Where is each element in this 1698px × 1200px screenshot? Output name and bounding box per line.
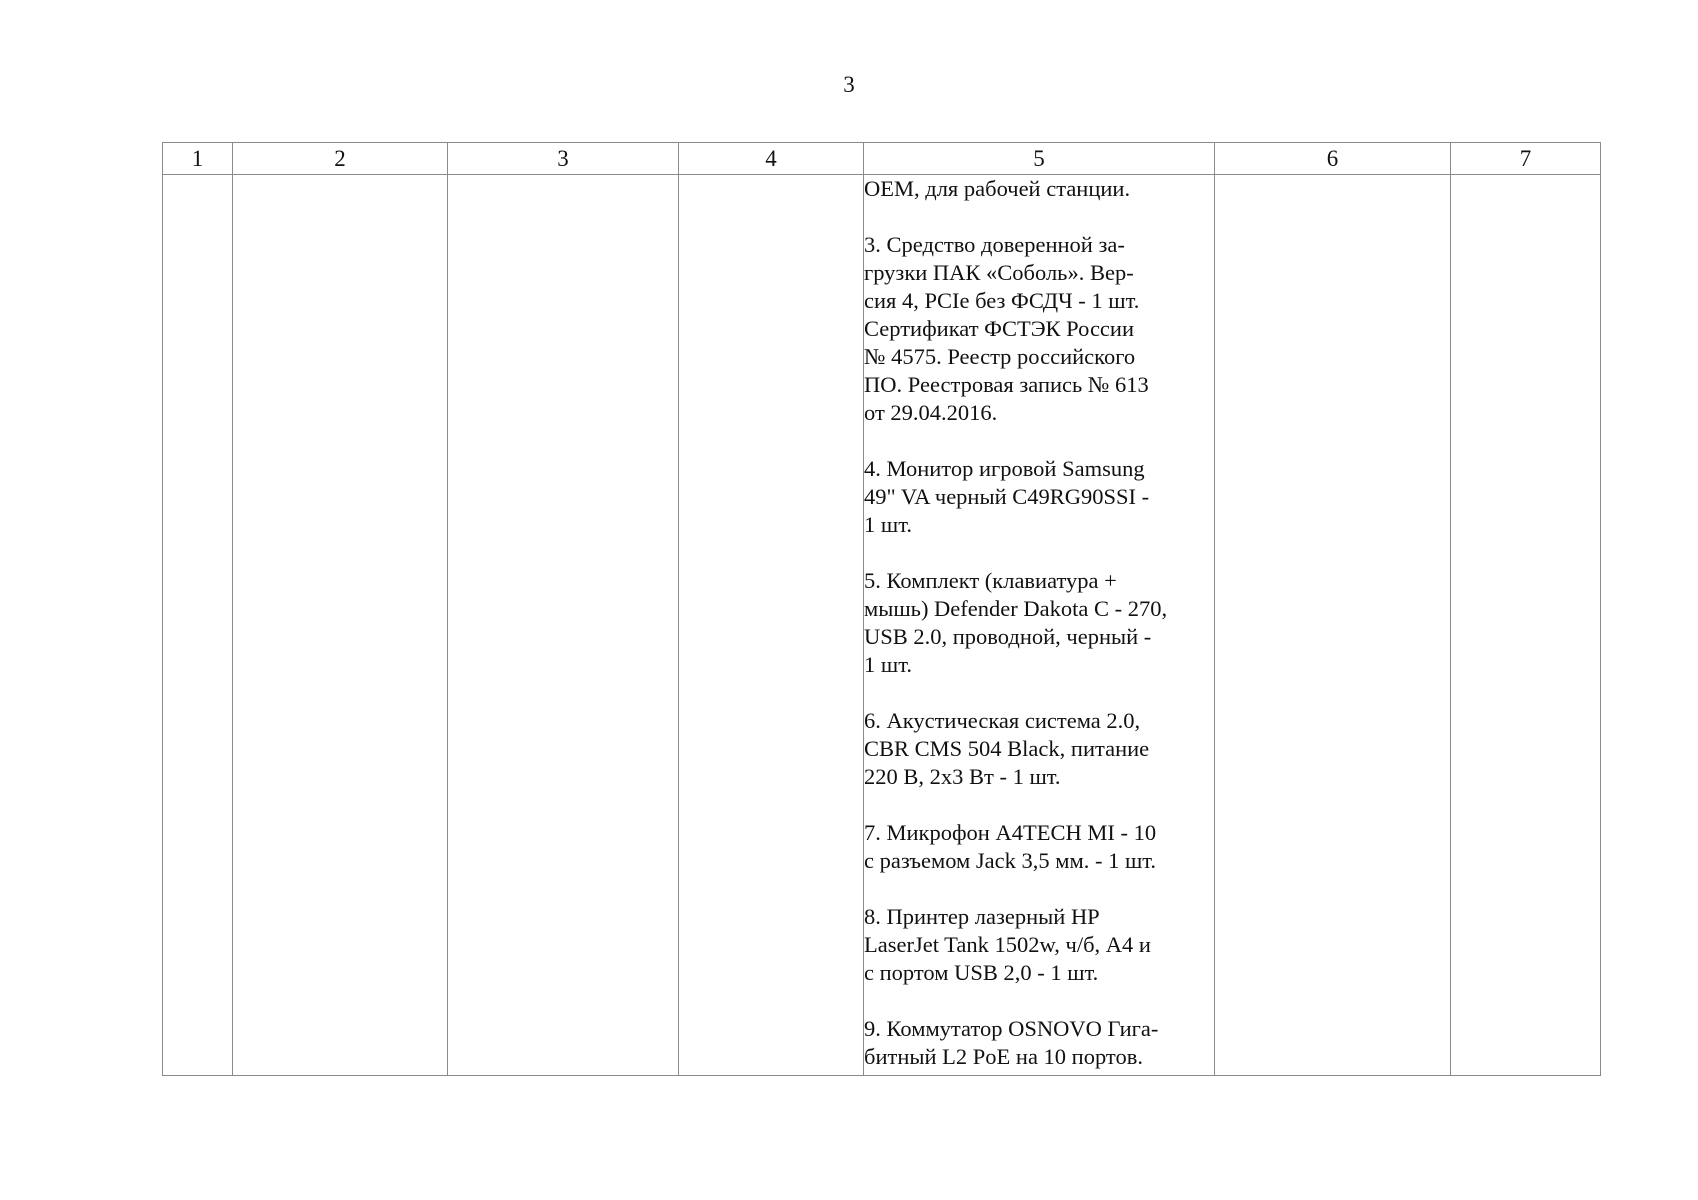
spec-line: с портом USB 2,0 - 1 шт. xyxy=(864,960,1099,985)
column-header-3: 3 xyxy=(448,143,679,175)
spec-line: USB 2.0, проводной, черный - xyxy=(864,624,1152,649)
column-header-2: 2 xyxy=(233,143,448,175)
spec-spacer xyxy=(864,539,1214,567)
column-header-6: 6 xyxy=(1215,143,1451,175)
cell-column-3 xyxy=(448,175,679,1076)
spec-line: битный L2 PoE на 10 портов. xyxy=(864,1044,1143,1069)
spec-line: OEM, для рабочей станции. xyxy=(864,176,1131,201)
column-header-7: 7 xyxy=(1451,143,1601,175)
spec-line: 3. Средство доверенной за- xyxy=(864,232,1125,257)
column-header-1: 1 xyxy=(163,143,233,175)
spec-line: Сертификат ФСТЭК России xyxy=(864,316,1134,341)
spec-spacer xyxy=(864,987,1214,1015)
spec-line: грузки ПАК «Соболь». Вер- xyxy=(864,260,1134,285)
spec-spacer xyxy=(864,679,1214,707)
spec-line: 1 шт. xyxy=(864,512,912,537)
spec-spacer xyxy=(864,875,1214,903)
spec-line: 5. Комплект (клавиатура + xyxy=(864,568,1117,593)
column-header-4: 4 xyxy=(679,143,864,175)
spec-line: № 4575. Реестр российского xyxy=(864,344,1136,369)
spec-line: 49" VA черный C49RG90SSI - xyxy=(864,484,1150,509)
spec-line: 9. Коммутатор OSNOVO Гига- xyxy=(864,1016,1159,1041)
spec-line: 1 шт. xyxy=(864,652,912,677)
column-header-5: 5 xyxy=(864,143,1215,175)
spec-line: от 29.04.2016. xyxy=(864,400,998,425)
cell-column-7 xyxy=(1451,175,1601,1076)
page-number: 3 xyxy=(843,72,855,97)
spec-line: 8. Принтер лазерный HP xyxy=(864,904,1100,929)
spec-line: ПО. Реестровая запись № 613 xyxy=(864,372,1149,397)
cell-column-4 xyxy=(679,175,864,1076)
cell-column-5-specification xyxy=(864,175,1215,1076)
cell-column-1 xyxy=(163,175,233,1076)
spec-line: 220 В, 2х3 Вт - 1 шт. xyxy=(864,764,1061,789)
spec-line: 6. Акустическая система 2.0, xyxy=(864,708,1141,733)
cell-column-2 xyxy=(233,175,448,1076)
spec-spacer xyxy=(864,791,1214,819)
table-row xyxy=(163,175,1601,1076)
spec-spacer xyxy=(864,427,1214,455)
spec-line: CBR CMS 504 Black, питание xyxy=(864,736,1150,761)
spec-line: LaserJet Tank 1502w, ч/б, А4 и xyxy=(864,932,1151,957)
spec-spacer xyxy=(864,203,1214,231)
cell-column-6 xyxy=(1215,175,1451,1076)
spec-line: 4. Монитор игровой Samsung xyxy=(864,456,1145,481)
specification-table xyxy=(162,142,1601,1076)
spec-line: мышь) Defender Dakota C - 270, xyxy=(864,596,1168,621)
header-row xyxy=(163,143,1601,175)
spec-line: с разъемом Jack 3,5 мм. - 1 шт. xyxy=(864,848,1157,873)
spec-line: 7. Микрофон A4TECH MI - 10 xyxy=(864,820,1157,845)
spec-line: сия 4, PCIe без ФСДЧ - 1 шт. xyxy=(864,288,1140,313)
